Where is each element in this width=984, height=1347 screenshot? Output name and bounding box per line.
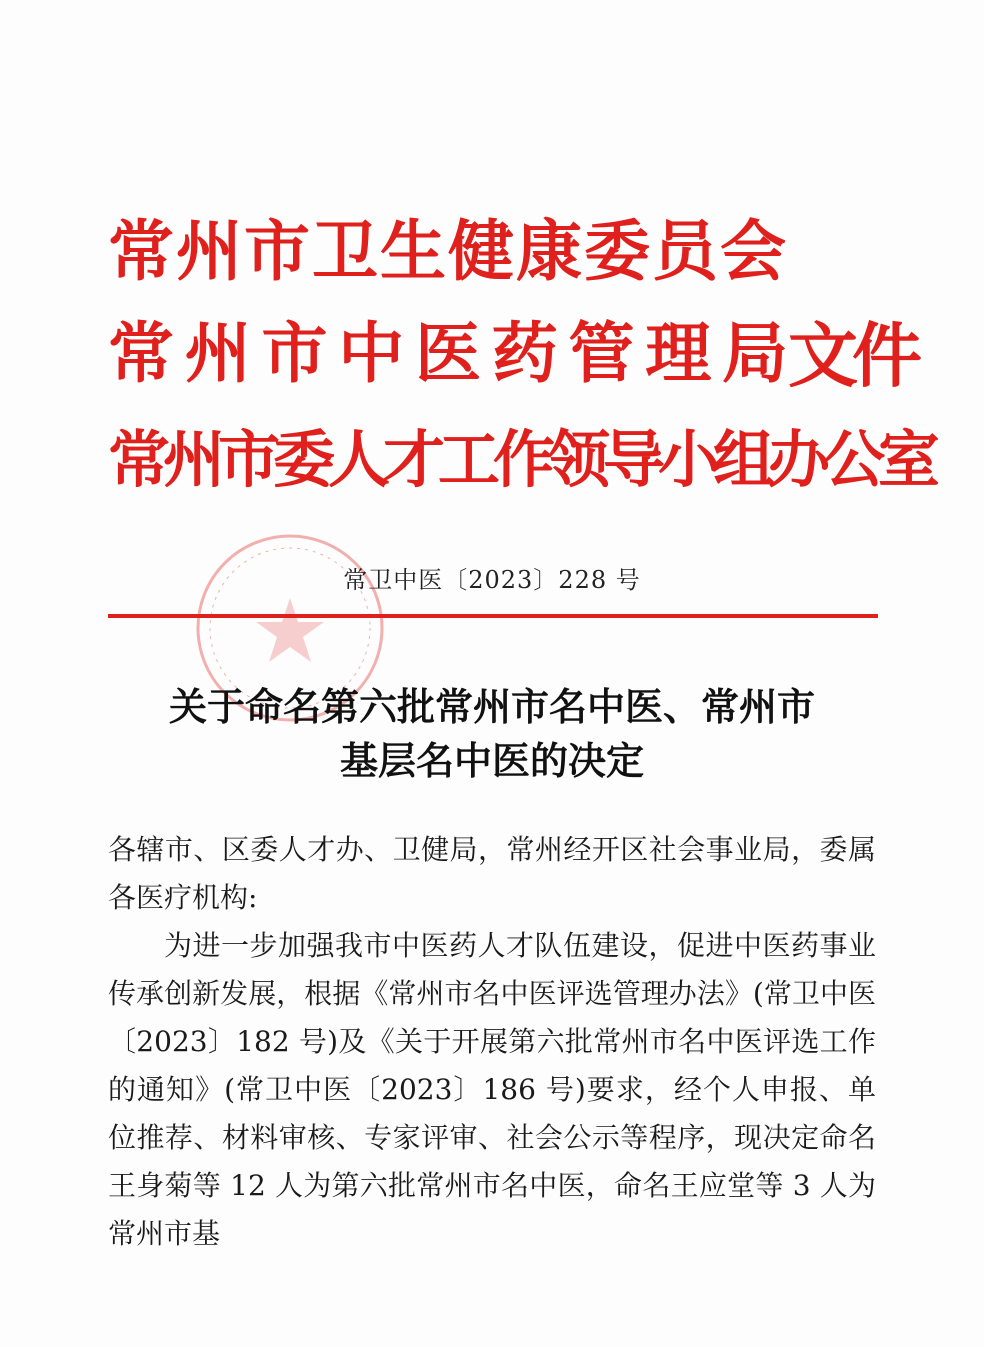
red-divider — [108, 614, 878, 618]
letterhead-line-3: 常州市委人才工作领导小组办公室 — [108, 423, 934, 496]
letterhead-line-1: 常州市卫生健康委员会 — [108, 212, 788, 290]
letterhead-line-2: 常州市中医药管理局 — [108, 314, 788, 392]
document-number: 常卫中医〔2023〕228 号 — [343, 566, 641, 594]
title-line-2: 基层名中医的决定 — [339, 738, 644, 783]
salutation: 各辖市、区委人才办、卫健局，常州经开区社会事业局，委属各医疗机构: — [108, 833, 876, 914]
body-paragraph-1: 为进一步加强我市中医药人才队伍建设，促进中医药事业传承创新发展，根据《常州市名中医评选管理办法》(常卫中医〔2023〕182 号)及《关于开展第六批常州市名中医评选工作的通知》(常卫中医〔2023〕186 号)要求，经个人申报、单位推荐、材料审核、专家评审、社会公示等程序，现决定命名王身菊等 12 人为第六批常州市名中医，命名王应堂等 3 人为常州市基 — [108, 929, 876, 1250]
letterhead-suffix: 文件 — [788, 314, 916, 397]
body-text — [108, 826, 876, 1258]
title-line-1: 关于命名第六批常州市名中医、常州市 — [168, 684, 815, 729]
